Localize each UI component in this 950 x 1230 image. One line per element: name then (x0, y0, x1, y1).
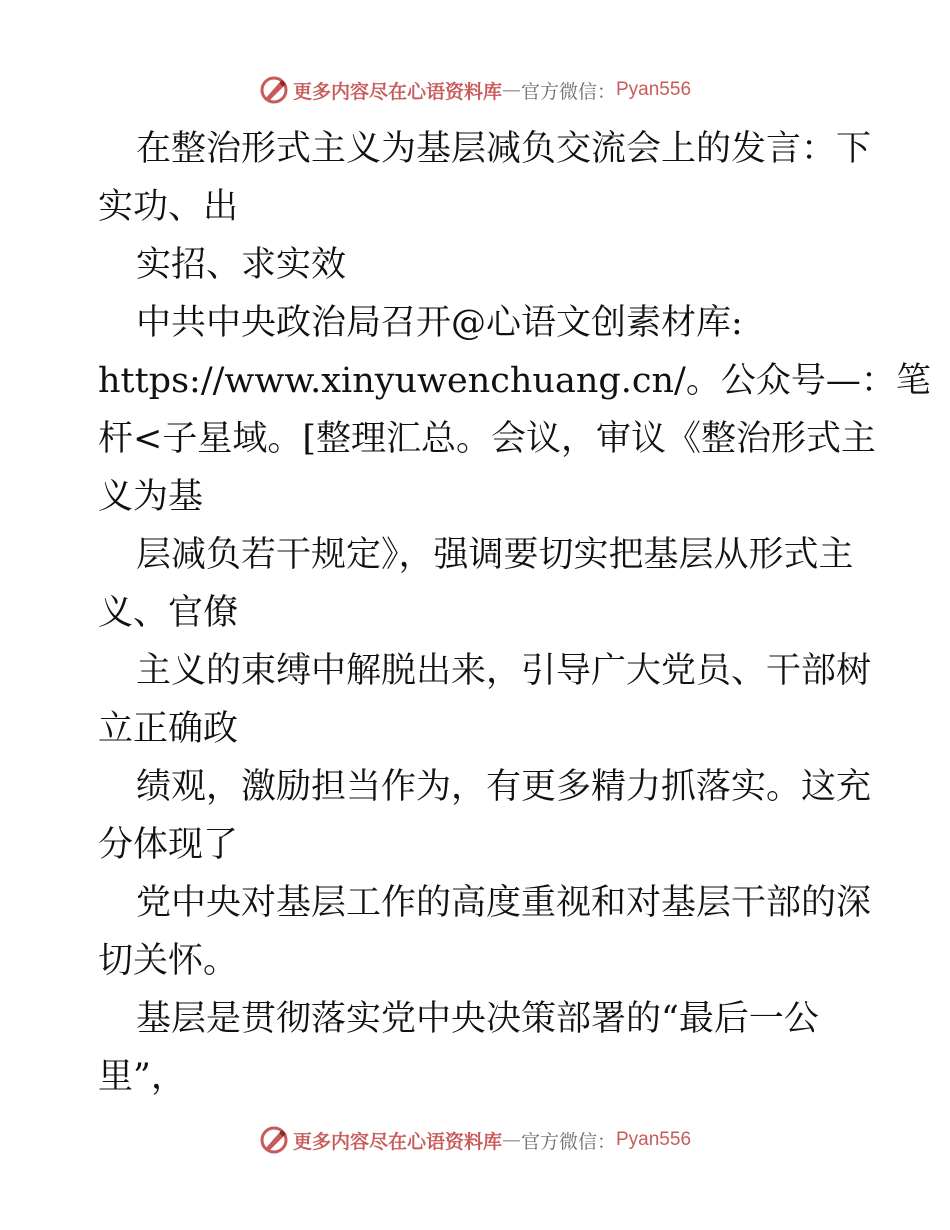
pen-logo-icon (259, 1125, 289, 1155)
text-line: 层减负若干规定》，强调要切实把基层从形式主 (136, 535, 854, 575)
text-line: 基层是贯彻落实党中央决策部署的“最后一公 (136, 999, 819, 1039)
text-line: 实功、出 (98, 187, 239, 227)
document-body (98, 120, 931, 1106)
footer-promo-text: 更多内容尽在心语资料库 (292, 1130, 502, 1153)
pen-logo-icon (259, 75, 289, 105)
text-line: 切关怀。 (98, 941, 239, 981)
text-line: 义为基 (98, 477, 204, 517)
text-line: https://www.xinyuwenchuang.cn/。公众号—：笔 (98, 361, 931, 401)
header-official-label: 官方微信： (520, 80, 616, 103)
text-line: 绩观，激励担当作为，有更多精力抓落实。这充 (136, 767, 872, 807)
text-line: 里”， (98, 1057, 186, 1097)
text-line: 党中央对基层工作的高度重视和对基层干部的深 (136, 883, 872, 923)
header-dash: — (501, 79, 521, 101)
text-line: 义、官僚 (98, 593, 239, 633)
header-wechat-id: Pyan556 (616, 79, 692, 100)
footer-dash: — (501, 1129, 521, 1151)
text-line: 在整治形式主义为基层减负交流会上的发言：下 (136, 129, 872, 169)
header-promo-text: 更多内容尽在心语资料库 (292, 80, 502, 103)
footer-official-label: 官方微信： (520, 1130, 616, 1153)
footer-wechat-id: Pyan556 (616, 1129, 692, 1150)
text-line: 中共中央政治局召开@心语文创素材库: (136, 303, 743, 343)
text-line: 立正确政 (98, 709, 239, 749)
text-line: 实招、求实效 (136, 245, 347, 285)
text-line: 主义的束缚中解脱出来，引导广大党员、干部树 (136, 651, 872, 691)
footer-banner (0, 1120, 950, 1160)
text-line: 分体现了 (98, 825, 239, 865)
header-banner (0, 70, 950, 110)
text-line: 杆<子星域。[整理汇总。会议，审议《整治形式主 (98, 419, 876, 459)
